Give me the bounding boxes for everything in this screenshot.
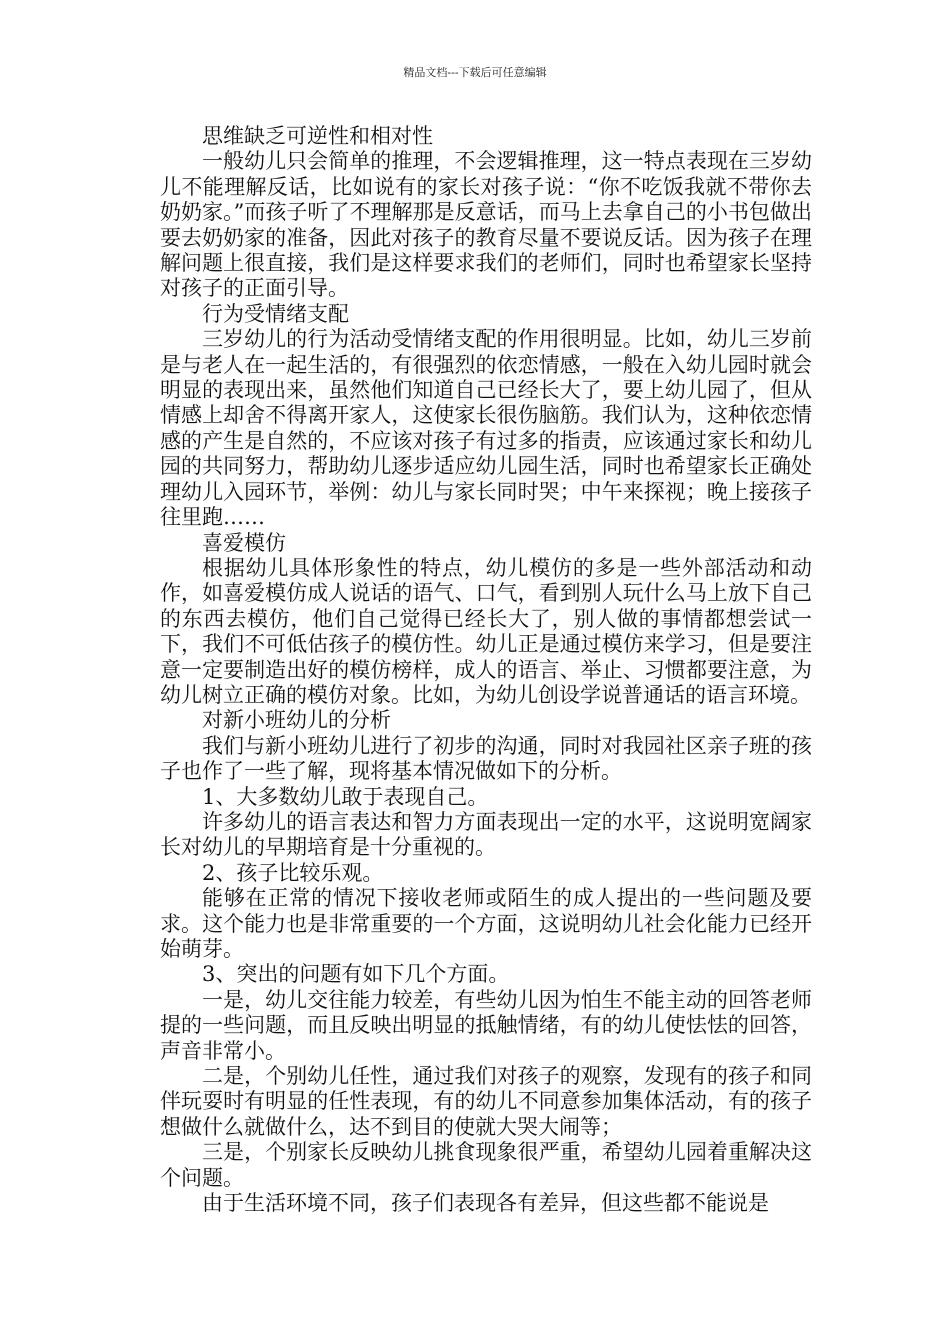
- paragraph-problem-2: 二是，个别幼儿任性，通过我们对孩子的观察，发现有的孩子和同伴玩耍时有明显的任性表现，有的幼儿不同意参加集体活动，有的孩子想做什么就做什么，达不到目的使就大哭大闹等；: [160, 1064, 812, 1139]
- document-body: [160, 124, 812, 1216]
- paragraph-item-2: 能够在正常的情况下接收老师或陌生的成人提出的一些问题及要求。这个能力也是非常重要的一个方面，这说明幼儿社会化能力已经开始萌芽。: [160, 886, 812, 961]
- paragraph-analysis-intro: 我们与新小班幼儿进行了初步的沟通，同时对我园社区亲子班的孩子也作了一些了解，现将基本情况做如下的分析。: [160, 733, 812, 784]
- section-heading-thinking: 思维缺乏可逆性和相对性: [202, 124, 433, 148]
- paragraph-reasoning: 一般幼儿只会简单的推理，不会逻辑推理，这一特点表现在三岁幼儿不能理解反话，比如说有的家长对孩子说：“你不吃饭我就不带你去奶奶家。”而孩子听了不理解那是反意话，而马上去拿自己的小书包做出要去奶奶家的准备，因此对孩子的教育尽量不要说反话。因为孩子在理解问题上很直接，我们是这样要求我们的老师们，同时也希望家长坚持对孩子的正面引导。: [160, 149, 812, 301]
- page-header: 精品文档---下载后可任意编辑: [403, 66, 547, 79]
- paragraph-problem-1: 一是，幼儿交往能力较差，有些幼儿因为怕生不能主动的回答老师提的一些问题，而且反映出明显的抵触情绪，有的幼儿使怯怯的回答，声音非常小。: [160, 987, 812, 1063]
- section-heading-emotion: 行为受情绪支配: [202, 301, 349, 326]
- section-heading-analysis: 对新小班幼儿的分析: [202, 708, 391, 733]
- paragraph-emotion: 三岁幼儿的行为活动受情绪支配的作用很明显。比如，幼儿三岁前是与老人在一起生活的，有很强烈的依恋情感，一般在入幼儿园时就会明显的表现出来，虽然他们知道自己已经长大了，要上幼儿园了，但从情感上却舍不得离开家人，这使家长很伤脑筋。我们认为，这种依恋情感的产生是自然的，不应该对孩子有过多的指责，应该通过家长和幼儿园的共同努力，帮助幼儿逐步适应幼儿园生活，同时也希望家长正确处理幼儿入园环节，举例：幼儿与家长同时哭；中午来探视；晚上接孩子往里跑……: [160, 327, 812, 530]
- list-item-1: 1、大多数幼儿敢于表现自己。: [202, 784, 489, 809]
- paragraph-imitation: 根据幼儿具体形象性的特点，幼儿模仿的多是一些外部活动和动作，如喜爱模仿成人说话的语气、口气，看到别人玩什么马上放下自己的东西去模仿，他们自己觉得已经长大了，别人做的事情都想尝试一下，我们不可低估孩子的模仿性。幼儿正是通过模仿来学习，但是要注意一定要制造出好的模仿榜样，成人的语言、举止、习惯都要注意，为幼儿树立正确的模仿对象。比如，为幼儿创设学说普通话的语言环境。: [160, 555, 812, 707]
- paragraph-closing: 由于生活环境不同，孩子们表现各有差异，但这些都不能说是: [202, 1191, 769, 1216]
- list-item-2: 2、孩子比较乐观。: [202, 860, 384, 885]
- list-item-3: 3、突出的问题有如下几个方面。: [202, 962, 510, 987]
- paragraph-problem-3: 三是，个别家长反映幼儿挑食现象很严重，希望幼儿园着重解决这个问题。: [160, 1140, 812, 1190]
- paragraph-item-1: 许多幼儿的语言表达和智力方面表现出一定的水平，这说明宽阔家长对幼儿的早期培育是十分重视的。: [160, 809, 812, 860]
- section-heading-imitation: 喜爱模仿: [202, 530, 286, 555]
